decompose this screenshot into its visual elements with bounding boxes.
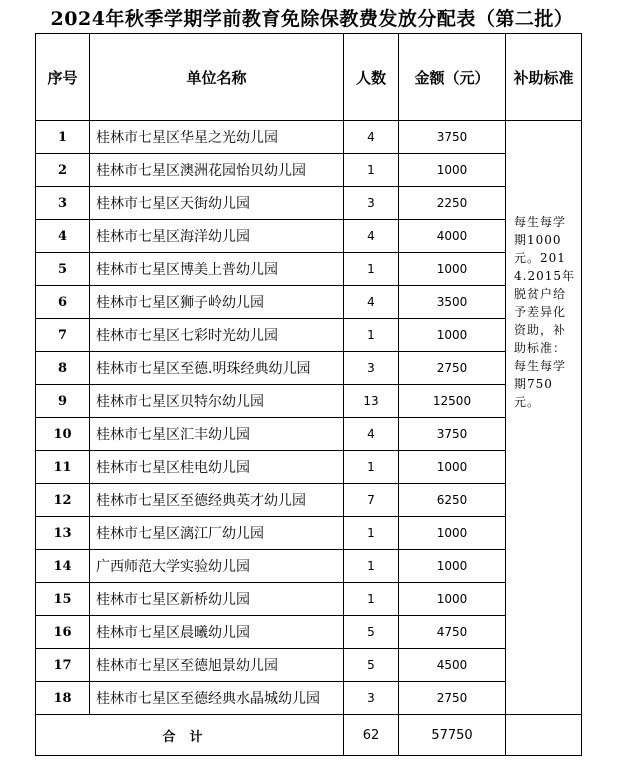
row-amount: 1000 (399, 253, 506, 286)
row-unit-name: 桂林市七星区至德.明珠经典幼儿园 (90, 352, 344, 385)
row-amount: 2750 (399, 352, 506, 385)
row-index: 1 (36, 121, 90, 154)
row-index: 4 (36, 220, 90, 253)
row-index: 18 (36, 682, 90, 715)
row-unit-name: 桂林市七星区天街幼儿园 (90, 187, 344, 220)
table-row (36, 484, 582, 517)
total-row (36, 715, 582, 756)
row-index: 8 (36, 352, 90, 385)
row-index: 6 (36, 286, 90, 319)
row-count: 13 (344, 385, 399, 418)
row-unit-name: 桂林市七星区澳洲花园怡贝幼儿园 (90, 154, 344, 187)
row-count: 1 (344, 583, 399, 616)
table-row (36, 385, 582, 418)
row-unit-name: 桂林市七星区至德经典英才幼儿园 (90, 484, 344, 517)
allocation-table (35, 33, 582, 756)
row-amount: 3500 (399, 286, 506, 319)
row-unit-name: 桂林市七星区汇丰幼儿园 (90, 418, 344, 451)
table-row (36, 187, 582, 220)
total-label: 合计 (36, 715, 344, 756)
row-count: 3 (344, 352, 399, 385)
header-index: 序号 (36, 34, 90, 121)
row-count: 5 (344, 616, 399, 649)
row-amount: 2750 (399, 682, 506, 715)
row-unit-name: 桂林市七星区晨曦幼儿园 (90, 616, 344, 649)
row-amount: 1000 (399, 550, 506, 583)
table-row (36, 649, 582, 682)
header-subsidy-standard: 补助标准 (506, 34, 582, 121)
table-row (36, 583, 582, 616)
row-unit-name: 桂林市七星区漓江厂幼儿园 (90, 517, 344, 550)
row-index: 15 (36, 583, 90, 616)
row-unit-name: 桂林市七星区狮子岭幼儿园 (90, 286, 344, 319)
header-amount: 金额（元） (399, 34, 506, 121)
row-amount: 1000 (399, 517, 506, 550)
row-unit-name: 桂林市七星区七彩时光幼儿园 (90, 319, 344, 352)
row-amount: 1000 (399, 154, 506, 187)
row-amount: 4000 (399, 220, 506, 253)
header-unit-name: 单位名称 (90, 34, 344, 121)
row-index: 10 (36, 418, 90, 451)
row-unit-name: 桂林市七星区桂电幼儿园 (90, 451, 344, 484)
row-amount: 4750 (399, 616, 506, 649)
row-index: 11 (36, 451, 90, 484)
table-row (36, 253, 582, 286)
table-row (36, 352, 582, 385)
row-count: 4 (344, 121, 399, 154)
row-index: 9 (36, 385, 90, 418)
row-unit-name: 桂林市七星区贝特尔幼儿园 (90, 385, 344, 418)
row-index: 14 (36, 550, 90, 583)
row-amount: 6250 (399, 484, 506, 517)
row-index: 17 (36, 649, 90, 682)
row-index: 5 (36, 253, 90, 286)
row-unit-name: 广西师范大学实验幼儿园 (90, 550, 344, 583)
row-count: 3 (344, 187, 399, 220)
table-row (36, 286, 582, 319)
row-unit-name: 桂林市七星区博美上普幼儿园 (90, 253, 344, 286)
row-index: 12 (36, 484, 90, 517)
table-row (36, 121, 582, 154)
subsidy-standard-note: 每生每学期1000元。2014.2015年脱贫户给予差异化资助，补助标准：每生每学期750元。 (506, 121, 582, 715)
table-row (36, 319, 582, 352)
document-title: 2024年秋季学期学前教育免除保教费发放分配表（第二批） (50, 8, 574, 30)
row-count: 1 (344, 154, 399, 187)
table-row (36, 550, 582, 583)
table-row (36, 154, 582, 187)
row-amount: 3750 (399, 418, 506, 451)
row-amount: 1000 (399, 583, 506, 616)
table-row (36, 418, 582, 451)
table-row (36, 451, 582, 484)
row-count: 1 (344, 517, 399, 550)
row-unit-name: 桂林市七星区至德旭景幼儿园 (90, 649, 344, 682)
row-count: 7 (344, 484, 399, 517)
row-count: 4 (344, 418, 399, 451)
row-amount: 2250 (399, 187, 506, 220)
header-count: 人数 (344, 34, 399, 121)
row-amount: 4500 (399, 649, 506, 682)
row-index: 13 (36, 517, 90, 550)
row-unit-name: 桂林市七星区海洋幼儿园 (90, 220, 344, 253)
row-index: 16 (36, 616, 90, 649)
row-count: 3 (344, 682, 399, 715)
row-count: 1 (344, 319, 399, 352)
row-index: 7 (36, 319, 90, 352)
row-amount: 1000 (399, 451, 506, 484)
row-count: 4 (344, 220, 399, 253)
row-unit-name: 桂林市七星区华星之光幼儿园 (90, 121, 344, 154)
row-count: 1 (344, 451, 399, 484)
row-index: 3 (36, 187, 90, 220)
total-amount: 57750 (399, 715, 506, 756)
table-row (36, 616, 582, 649)
table-row (36, 682, 582, 715)
row-amount: 1000 (399, 319, 506, 352)
total-empty-cell (506, 715, 582, 756)
row-unit-name: 桂林市七星区新桥幼儿园 (90, 583, 344, 616)
table-header-row (36, 34, 582, 121)
table-row (36, 517, 582, 550)
total-count: 62 (344, 715, 399, 756)
row-count: 1 (344, 550, 399, 583)
table-row (36, 220, 582, 253)
row-count: 4 (344, 286, 399, 319)
row-count: 5 (344, 649, 399, 682)
row-count: 1 (344, 253, 399, 286)
row-index: 2 (36, 154, 90, 187)
row-amount: 3750 (399, 121, 506, 154)
row-amount: 12500 (399, 385, 506, 418)
row-unit-name: 桂林市七星区至德经典水晶城幼儿园 (90, 682, 344, 715)
